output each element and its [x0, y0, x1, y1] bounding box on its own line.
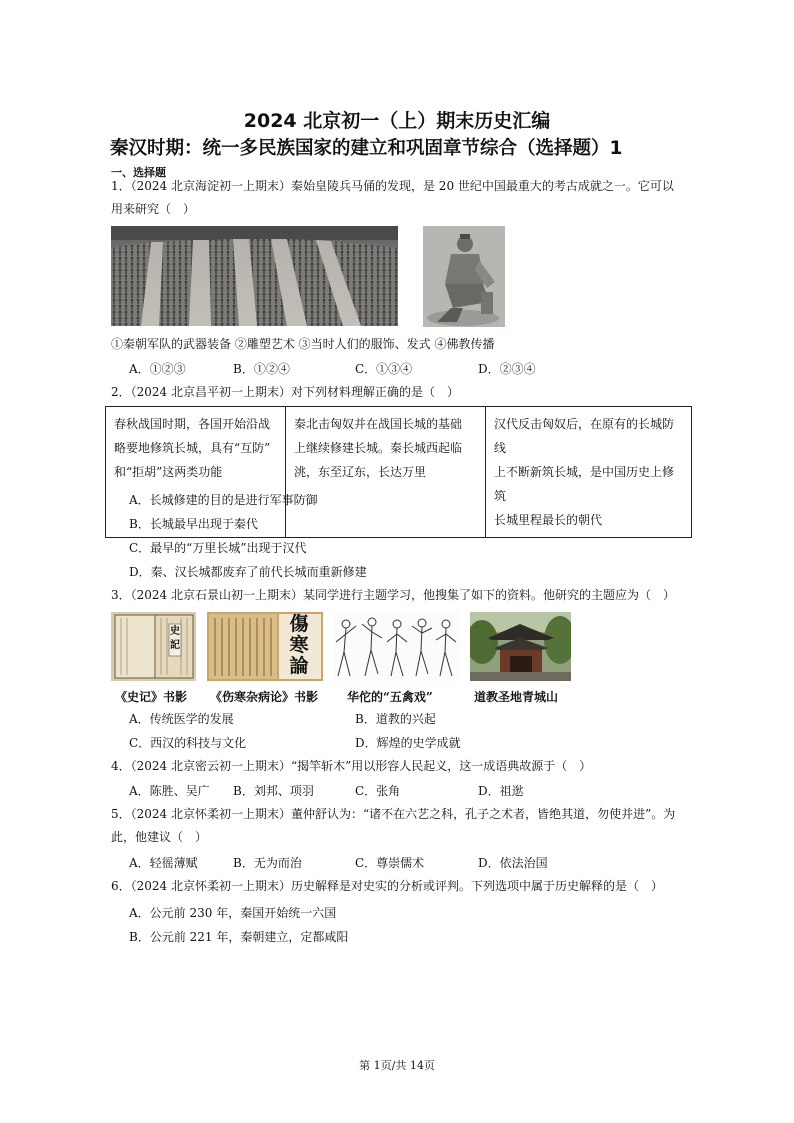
page-footer: 第 1页/共 14页 — [359, 1059, 435, 1072]
q3-option-d[interactable]: D．辉煌的史学成就 — [355, 736, 461, 750]
wuqinxi-figures-image — [334, 612, 460, 681]
q6-option-a[interactable]: A．公元前 230 年，秦国开始统一六国 — [129, 906, 337, 920]
q5-option-b[interactable]: B．无为而治 — [233, 856, 302, 870]
q1-option-c[interactable]: C．①③④ — [355, 362, 413, 376]
q1-items: ①秦朝军队的武器装备 ②雕塑艺术 ③当时人们的服饰、发式 ④佛教传播 — [111, 337, 495, 351]
q2-stem: 2．（2024 北京昌平初一上期末）对下列材料理解正确的是（ ） — [111, 385, 459, 399]
q1-option-d[interactable]: D．②③④ — [478, 362, 536, 376]
caption-shiji: 《史记》书影 — [115, 690, 188, 704]
terracotta-army-pit-image — [111, 226, 398, 326]
q5-option-a[interactable]: A．轻徭薄赋 — [129, 856, 198, 870]
q4-option-d[interactable]: D．祖逖 — [478, 784, 524, 798]
q2-material-3: 汉代反击匈奴后，在原有的长城防线 上不断新筑长城，是中国历史上修筑 长城里程最长的朝代 — [486, 407, 692, 538]
shanghan-lun-book-image — [207, 612, 323, 681]
document-subtitle: 秦汉时期：统一多民族国家的建立和巩固章节综合（选择题）1 — [110, 138, 623, 159]
q2-material-2: 秦北击匈奴并在战国长城的基础 上继续修建长城。秦长城西起临 洮，东至辽东，长达万里 — [286, 407, 486, 538]
caption-wuqinxi: 华佗的“五禽戏” — [347, 690, 433, 704]
q5-stem-line2: 此，他建议（ ） — [111, 830, 208, 844]
q1-option-b[interactable]: B．①②④ — [233, 362, 290, 376]
q4-option-b[interactable]: B．刘邦、项羽 — [233, 784, 314, 798]
q1-stem-line2: 用来研究（ ） — [111, 202, 196, 216]
q4-stem: 4．（2024 北京密云初一上期末）“揭竿斩木”用以形容人民起义，这一成语典故源于（ ） — [111, 759, 592, 773]
shiji-book-chars: 史記 — [170, 626, 180, 651]
q5-option-c[interactable]: C．尊崇儒术 — [355, 856, 425, 870]
q4-option-c[interactable]: C．张角 — [355, 784, 401, 798]
kneeling-archer-statue-image — [423, 226, 505, 327]
q6-stem: 6．（2024 北京怀柔初一上期末）历史解释是对史实的分析或评判。下列选项中属于历史解释的是（ ） — [111, 879, 663, 893]
shanghan-lun-title-chars: 傷 寒 論 — [289, 613, 309, 677]
q2-material-1: 春秋战国时期，各国开始沿战 略要地修筑长城，具有“互防” 和“拒胡”这两类功能 — [106, 407, 286, 538]
q3-option-b[interactable]: B．道教的兴起 — [355, 712, 436, 726]
q2-option-c[interactable]: C．最早的“万里长城”出现于汉代 — [129, 541, 307, 555]
q2-option-d[interactable]: D．秦、汉长城都废弃了前代长城而重新修建 — [129, 565, 367, 579]
q2-option-b[interactable]: B．长城最早出现于秦代 — [129, 517, 258, 531]
caption-shanghan-lun: 《伤寒杂病论》书影 — [210, 690, 319, 704]
q3-stem: 3．（2024 北京石景山初一上期末）某同学进行主题学习，他搜集了如下的资料。他研究的主题应为（ ） — [111, 588, 675, 602]
document-title: 2024 北京初一（上）期末历史汇编 — [243, 110, 551, 132]
q3-option-a[interactable]: A．传统医学的发展 — [129, 712, 234, 726]
q1-option-a[interactable]: A．①②③ — [129, 362, 186, 376]
q3-option-c[interactable]: C．西汉的科技与文化 — [129, 736, 247, 750]
q5-option-d[interactable]: D．依法治国 — [478, 856, 548, 870]
q5-stem-line1: 5．（2024 北京怀柔初一上期末）董仲舒认为：“诸不在六艺之科，孔子之术者，皆绝其道，勿使并进”。为 — [111, 807, 676, 821]
shiji-book-image — [111, 612, 196, 681]
q1-stem-line1: 1．（2024 北京海淀初一上期末）秦始皇陵兵马俑的发现，是 20 世纪中国最重大的考古成就之一。它可以 — [111, 179, 674, 193]
section-heading: 一、选择题 — [111, 166, 166, 179]
caption-qingcheng: 道教圣地青城山 — [474, 690, 559, 704]
q2-option-a[interactable]: A．长城修建的目的是进行军事防御 — [129, 493, 318, 507]
q4-option-a[interactable]: A．陈胜、吴广 — [129, 784, 210, 798]
qingcheng-mountain-temple-image — [470, 612, 571, 681]
q6-option-b[interactable]: B．公元前 221 年，秦朝建立，定都咸阳 — [129, 930, 349, 944]
